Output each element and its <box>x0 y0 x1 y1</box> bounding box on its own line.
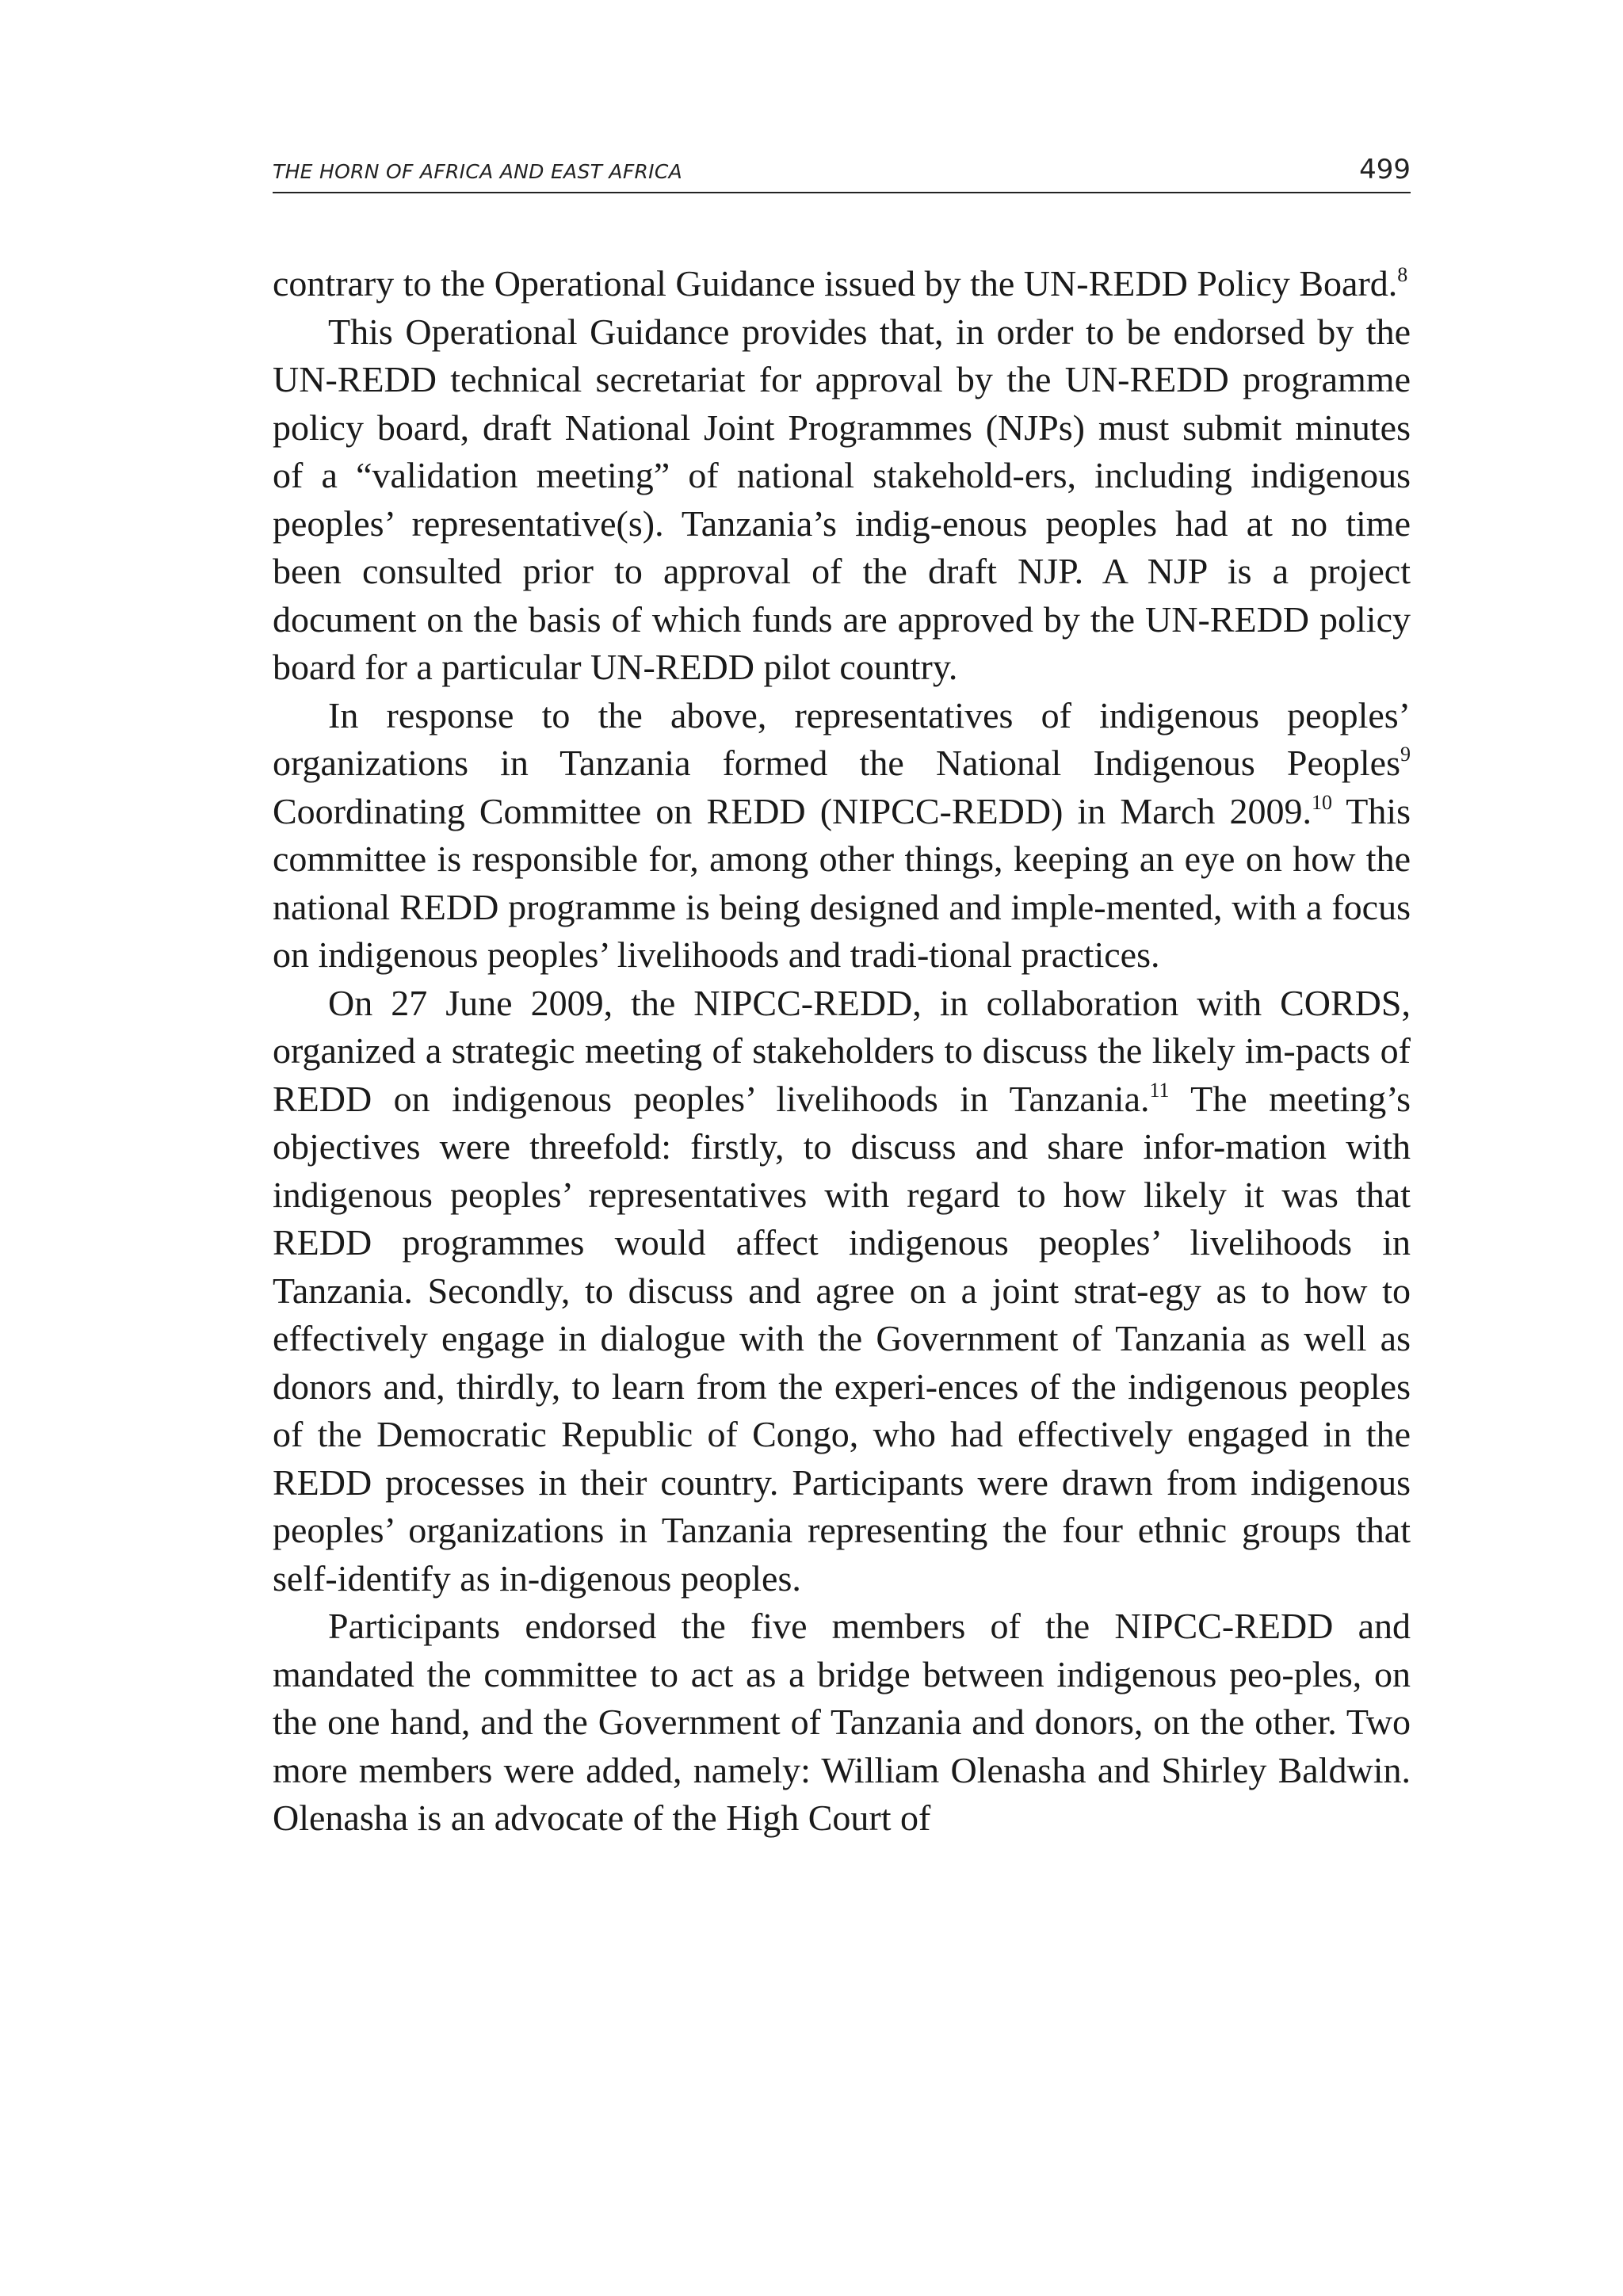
paragraph-4-text-b: The meeting’s objectives were threefold: firstly, to discuss and share infor-mation with indigenous peoples’ representatives with regard to how likely it was that REDD programmes would affect indigenous peoples’ livelihoods in Tanzania. Secondly, to discuss and agree on a joint strat-egy as to how to effectively engage in dialogue with the Government of Tanzania as well as donors and, thirdly, to learn from the experi-ences of the indigenous peoples of the Democratic Republic of Congo, who had effectively engaged in the REDD processes in their country. Participants were drawn from indigenous peoples’ organizations in Tanzania representing the four ethnic groups that self-identify as in-digenous peoples. <box>273 1078 1411 1599</box>
footnote-ref-8: 8 <box>1397 263 1408 286</box>
body-text <box>273 260 1411 1843</box>
paragraph-3-text-b: Coordinating Committee on REDD (NIPCC-REDD) in March 2009. <box>273 790 1312 831</box>
paragraph-2 <box>273 308 1411 692</box>
paragraph-5-text: Participants endorsed the five members of the NIPCC-REDD and mandated the committee to act as a bridge between indigenous peo-ples, on the one hand, and the Government of Tanzania and donors, on the other. Two more members were added, namely: William Olenasha and Shirley Baldwin. Olenasha is an advocate of the High Court of <box>273 1606 1411 1838</box>
running-header <box>273 154 1411 193</box>
paragraph-5 <box>273 1603 1411 1843</box>
footnote-ref-11: 11 <box>1149 1078 1170 1102</box>
footnote-ref-9: 9 <box>1400 743 1411 766</box>
page-number: 499 <box>1359 154 1411 185</box>
paragraph-2-text: This Operational Guidance provides that, in order to be endorsed by the UN-REDD technical secretariat for approval by the UN-REDD programme policy board, draft National Joint Programmes (NJPs) must submit minutes of a “validation meeting” of national stakehold-ers, including indigenous peoples’ representative(s). Tanzania’s indig-enous peoples had at no time been consulted prior to approval of the draft NJP. A NJP is a project document on the basis of which funds are approved by the UN-REDD policy board for a particular UN-REDD pilot country. <box>273 311 1411 687</box>
paragraph-3 <box>273 692 1411 980</box>
paragraph-1 <box>273 260 1411 308</box>
paragraph-4-text-a: On 27 June 2009, the NIPCC-REDD, in collaboration with CORDS, organized a strategic meeting of stakeholders to discuss the likely im-pacts of REDD on indigenous peoples’ livelihoods in Tanzania. <box>273 982 1411 1119</box>
running-title: THE HORN OF AFRICA AND EAST AFRICA <box>273 160 683 183</box>
footnote-ref-10: 10 <box>1311 790 1332 814</box>
paragraph-3-text-a: In response to the above, representatives of indigenous peoples’ organizations in Tanzania formed the National Indigenous Peoples <box>273 694 1411 783</box>
paragraph-1-text: contrary to the Operational Guidance issued by the UN-REDD Policy Board. <box>273 263 1398 304</box>
paragraph-4 <box>273 980 1411 1603</box>
paragraph-3-text-c: This committee is responsible for, among other things, keeping an eye on how the national REDD programme is being designed and imple-mented, with a focus on indigenous peoples’ livelihoods and tradi-tional practices. <box>273 790 1411 975</box>
